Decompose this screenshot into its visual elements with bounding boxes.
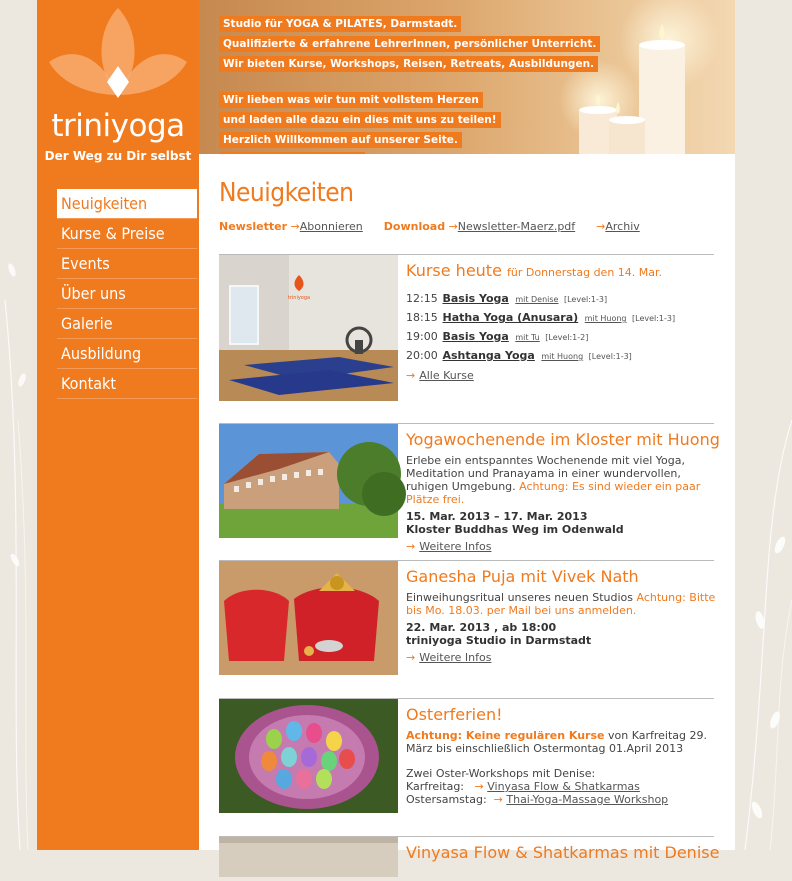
more-link-row xyxy=(406,369,716,382)
arrow-icon: → xyxy=(406,540,416,553)
archive-link[interactable]: Archiv xyxy=(605,220,640,233)
monastery-image[interactable] xyxy=(219,424,398,538)
nav-item-galerie[interactable]: Galerie xyxy=(57,309,197,339)
easter-eggs-image[interactable] xyxy=(219,699,398,813)
course-level: [Level:1-2] xyxy=(545,333,589,342)
more-link-row xyxy=(406,651,716,664)
schedule-list xyxy=(406,289,716,365)
download-label: Download xyxy=(383,220,446,233)
ganesha-puja-image[interactable] xyxy=(219,561,398,675)
arrow-icon: → xyxy=(290,220,300,233)
arrow-icon: → xyxy=(474,780,484,793)
workshop-row xyxy=(406,793,716,806)
workshop-intro: Zwei Oster-Workshops mit Denise: xyxy=(406,767,596,780)
course-time: 18:15 xyxy=(406,311,438,324)
header-line: Wir bieten Kurse, Workshops, Reisen, Retreats, Ausbildungen. xyxy=(219,56,598,72)
header-line: Studio für YOGA & PILATES, Darmstadt. xyxy=(219,16,461,32)
course-link[interactable]: Ashtanga Yoga xyxy=(442,349,535,362)
course-level: [Level:1-3] xyxy=(563,295,608,304)
article-text: Einweihungsritual unseres neuen Studios Achtung: Bitte bis Mo. 18.03. per Mail bei uns anmelden. xyxy=(406,591,716,617)
schedule-row xyxy=(406,289,716,308)
article-title[interactable]: Kurse heute für Donnerstag den 14. Mar. xyxy=(406,261,663,280)
teacher-link[interactable]: mit Tu xyxy=(515,333,540,342)
event-place: triniyoga Studio in Darmstadt xyxy=(406,634,592,647)
schedule-row xyxy=(406,327,716,346)
all-courses-link[interactable]: Alle Kurse xyxy=(419,369,474,382)
article-title[interactable]: Osterferien! xyxy=(406,705,503,724)
newsletter-pdf-link[interactable]: Newsletter-Maerz.pdf xyxy=(457,220,576,233)
nav-item-ausbildung[interactable]: Ausbildung xyxy=(57,339,197,369)
nav-item-events[interactable]: Events xyxy=(57,249,197,279)
article-title[interactable]: Vinyasa Flow & Shatkarmas mit Denise xyxy=(406,843,720,862)
sidebar xyxy=(37,0,199,850)
article-note: Achtung: Bitte bis Mo. 18.03. per Mail bei uns anmelden. xyxy=(406,591,716,617)
article-title[interactable]: Yogawochenende im Kloster mit Huong xyxy=(406,430,720,449)
svg-text:triniyoga: triniyoga xyxy=(287,295,311,301)
article-note: Achtung: Es sind wieder ein paar Plätze frei. xyxy=(406,480,701,506)
header-line: Qualifizierte & erfahrene LehrerInnen, persönlicher Unterricht. xyxy=(219,36,600,52)
teacher-link[interactable]: mit Huong xyxy=(584,314,627,323)
arrow-icon: → xyxy=(596,220,606,233)
article-text: Achtung: Keine regulären Kurse von Karfreitag 29. März bis einschließlich Ostermontag 01.April 2013 xyxy=(406,729,707,755)
course-level: [Level:1-3] xyxy=(588,352,632,361)
course-link[interactable]: Basis Yoga xyxy=(442,292,509,305)
newsletter-links xyxy=(219,220,640,233)
nav-item-ueber-uns[interactable]: Über uns xyxy=(57,279,197,309)
teacher-link[interactable]: mit Huong xyxy=(541,352,584,361)
header-text xyxy=(219,12,600,168)
header-line: und laden alle dazu ein dies mit uns zu teilen! xyxy=(219,112,501,128)
course-link[interactable]: Hatha Yoga (Anusara) xyxy=(442,311,579,324)
workshop-day: Ostersamstag: xyxy=(406,793,487,806)
course-time: 20:00 xyxy=(406,349,438,362)
arrow-icon: → xyxy=(406,651,416,664)
article-text: Erlebe ein entspanntes Wochenende mit viel Yoga, Meditation und Pranayama in einer wundervollen, ruhigen Umgebung. Achtung: Es sind wieder ein paar Plätze frei. xyxy=(406,454,701,506)
course-link[interactable]: Basis Yoga xyxy=(442,330,509,343)
page-title: Neuigkeiten xyxy=(219,178,354,208)
course-time: 12:15 xyxy=(406,292,438,305)
schedule-row xyxy=(406,308,716,327)
article-note: Achtung: Keine regulären Kurse xyxy=(406,729,605,742)
course-level: [Level:1-3] xyxy=(632,314,676,323)
nav-item-neuigkeiten[interactable]: Neuigkeiten xyxy=(57,189,197,219)
more-info-link[interactable]: Weitere Infos xyxy=(419,540,492,553)
article-ostern xyxy=(219,698,714,806)
nav-item-kontakt[interactable]: Kontakt xyxy=(57,369,197,399)
article-vinyasa xyxy=(219,836,720,862)
more-link-row xyxy=(406,540,716,553)
vinyasa-image[interactable] xyxy=(219,837,398,877)
event-date: 15. Mar. 2013 – 17. Mar. 2013 xyxy=(406,510,588,523)
article-kloster xyxy=(219,423,720,553)
subscribe-link[interactable]: Abonnieren xyxy=(299,220,363,233)
event-date: 22. Mar. 2013 , ab 18:00 xyxy=(406,621,557,634)
workshop-link[interactable]: Thai-Yoga-Massage Workshop xyxy=(506,793,669,806)
article-ganesha xyxy=(219,560,716,664)
arrow-icon: → xyxy=(448,220,458,233)
nav-item-kurse-preise[interactable]: Kurse & Preise xyxy=(57,219,197,249)
event-place: Kloster Buddhas Weg im Odenwald xyxy=(406,523,624,536)
studio-image[interactable] xyxy=(219,255,398,401)
article-subtitle: für Donnerstag den 14. Mar. xyxy=(507,266,663,279)
workshop-day: Karfreitag: xyxy=(406,780,465,793)
workshop-row xyxy=(406,780,716,793)
header-line: Herzlich Willkommen auf unserer Seite. xyxy=(219,132,462,148)
lotus-logo-icon xyxy=(37,0,199,110)
logo-text: triniyoga xyxy=(51,108,185,144)
workshop-link[interactable]: Vinyasa Flow & Shatkarmas xyxy=(487,780,640,793)
header-line: Wir lieben was wir tun mit vollstem Herzen xyxy=(219,92,483,108)
more-info-link[interactable]: Weitere Infos xyxy=(419,651,492,664)
arrow-icon: → xyxy=(406,369,416,382)
course-time: 19:00 xyxy=(406,330,438,343)
logo[interactable] xyxy=(37,0,199,185)
teacher-link[interactable]: mit Denise xyxy=(515,295,559,304)
article-title[interactable]: Ganesha Puja mit Vivek Nath xyxy=(406,567,639,586)
main-content xyxy=(199,154,735,862)
newsletter-label: Newsletter xyxy=(219,220,288,233)
main-nav xyxy=(57,189,197,399)
header-banner xyxy=(199,0,735,154)
schedule-row xyxy=(406,346,716,365)
arrow-icon: → xyxy=(493,793,503,806)
tagline: Der Weg zu Dir selbst xyxy=(44,149,192,163)
article-kurse-heute xyxy=(219,254,714,382)
